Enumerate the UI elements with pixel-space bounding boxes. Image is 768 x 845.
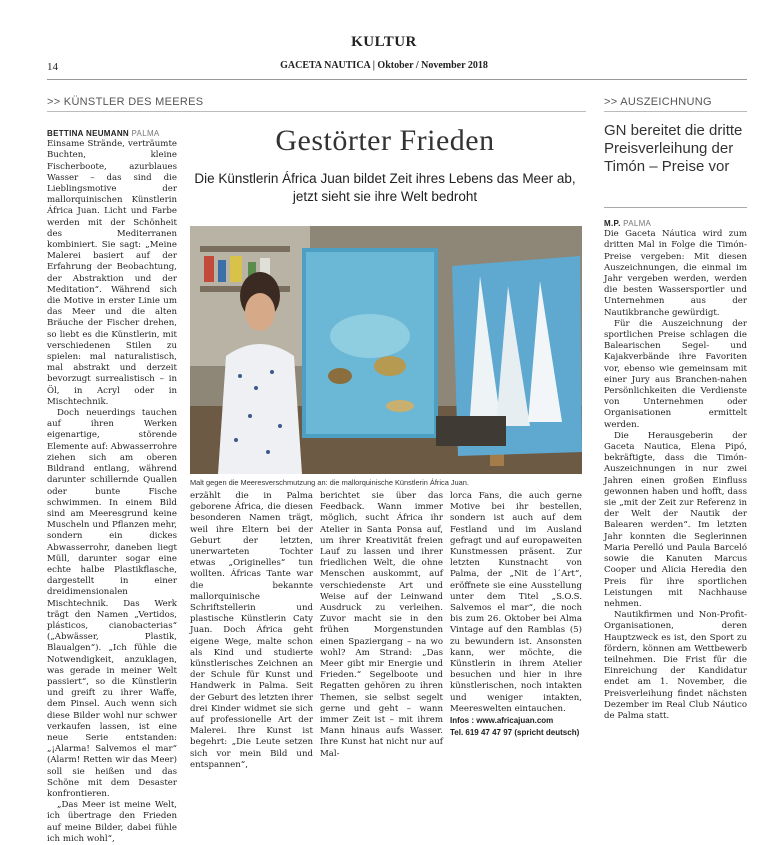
article-subheadline [190, 170, 580, 206]
page-number: 14 [47, 61, 58, 73]
right-kicker: >> AUSZEICHNUNG [604, 96, 712, 108]
sidebar-byline [604, 218, 747, 229]
left-kicker: >> KÜNSTLER DES MEERES [47, 96, 204, 108]
subheadline-line-2: jetzt sieht sie ihre Welt bedroht [292, 189, 478, 204]
byline-name: BETTINA NEUMANN [47, 129, 129, 138]
info-phone: Tel. 619 47 47 97 (spricht deutsch) [450, 728, 580, 738]
photo-caption: Malt gegen die Meeresverschmutzung an: die mallorquinische Künstlerin África Juan. [190, 478, 469, 487]
subheadline-line-1: Die Künstlerin África Juan bildet Zeit ihres Lebens das Meer ab, [194, 171, 576, 186]
artist-studio-illustration [190, 226, 582, 474]
sidebar-paragraph: Nautikfirmen und Non-Profit-Organisationen, deren Hauptzweck es ist, den Sport zu fördern, können am Wettbewerb teilnehmen. Die Frist für die Einreichung der Kandidatur endet am 1. November, die Preisverleihung findet nächsten Dezember im Real Club Náutico de Palma statt. [604, 610, 747, 721]
article-photo [190, 226, 582, 474]
sidebar-paragraph: Die Herausgeberin der Gaceta Nautica, Elena Pipó, bekräftigte, dass die Timón-Auszeichnungen in nur zwei Jahren einen großen Einfluss gewonnen haben und hofft, dass sie „mit der Zeit zur Referenz in der Welt der Nautik der Balearen werden“. Im letzten Jahr konnten die Seglerinnen Maria Perelló und Paula Barceló sowie die Kanuten Marcus Cooper und Alicia Heredia den Preis für ihre sportlichen Leistungen mit Nachhause nehmen. [604, 430, 747, 609]
sidebar-paragraph: Für die Auszeichnung der sportlichen Preise schlagen die Balearischen Segel- und Kajakverbände ihre Favoriten vor, ebenso wie gemeinsam mit einer Jury aus Branchen-nahen Persönlichkeiten die Verdienste von Unternehmen oder Organisationen ermittelt werden. [604, 318, 747, 430]
sidebar-rule [604, 207, 747, 208]
article-column-2 [190, 491, 313, 770]
article-column-3 [320, 491, 443, 759]
article-paragraph: lorca Fans, die auch gerne Motive bei ihr bestellen, sondern ist auch auf dem Festland und im Ausland gefragt und auf europaweiten Kunstmessen präsent. Zur letzten Kunstnacht von Palma, der „Nit de l´Art“, eröffnete sie eine Ausstellung unter dem Titel „S.O.S. Salvemos el mar“, die noch bis zum 26. Oktober bei Alma Vintage auf den Ramblas (5) zu bewundern ist. Ansonsten kann, wer möchte, die Künstlerin in ihrem Atelier besuchen und hier in ihre künstlerischen, noch intakten und weniger intakten, Meereswelten eintauchen. [450, 491, 582, 714]
article-headline: Gestörter Frieden [275, 124, 495, 157]
sidebar-headline: GN bereitet die dritte Preisverleihung der Timón – Preise vor [604, 122, 743, 175]
article-paragraph: Doch neuerdings tauchen auf ihren Werken eigenartige, störende Elemente auf: Abwasserrohre ziehen sich am oberen Bildrand entlang, während darunter schillernde Quallen oder bunte Fische schwimmen. In einem Bild sind am Meeresgrund keine Muscheln und Pflanzen mehr, sondern ein dickes Abwasserrohr, daneben liegt Müll, darunter sogar eine echte halbe Plastikflasche, dargestellt in einer dreidimensionalen Mischtechnik. Das Werk trägt den Namen „Vertidos, plásticos, cianobacterias“ („Abwässer, Plastik, Blaualgen“). „Ich fühle die Notwendigkeit, anzuklagen, was gerade in meiner Welt passiert“, so die Künstlerin und greift zu ihrer Waffe, dem Pinsel. Auch wenn sich diese Bilder wohl nur schwer verkaufen lassen, ist eine neue Serie entstanden: „¡Alarma! Salvemos el mar“ (Alarm! Retten wir das Meer) soll sie heißen und das Schöne mit dem Desaster konfrontieren. [47, 408, 177, 799]
article-column-1 [47, 128, 177, 844]
publication-line: GACETA NAUTICA | Oktober / November 2018 [280, 60, 488, 71]
article-byline [47, 128, 177, 139]
info-website: Infos : www.africajuan.com [450, 716, 554, 726]
section-title: KULTUR [351, 34, 417, 50]
article-paragraph: Einsame Strände, verträumte Buchten, kleine Fischerboote, azurblaues Wasser – das sind die Lieblingsmotive der mallorquinischen Künstlerin África Juan. Licht und Farbe werden mit der Schönheit des Mediterranen kombiniert. Sie sagt: „Meine Malerei basiert auf der Erfahrung der Beobachtung, der Abstraktion und der Meditation“. Während sich die Motive in erster Linie um das Meer und die alten Bräuche der Fischer drehen, so liebt es die Künstlerin, mit verschiedenen Stilen zu spielen: mal naturalistisch, mal abstrakt und derzeit bevorzugt surrealistisch – in Öl, in Acryl oder in Mischtechnik. [47, 139, 177, 407]
sidebar-byline-place: PALMA [623, 219, 652, 228]
article-column-4 [450, 491, 582, 738]
article-paragraph: erzählt die in Palma geborene África, die diesen besonderen Namen trägt, weil ihre Eltern bei der Geburt der letzten, unerwarteten Tochter etwas „Originelles“ tun wollten. Áfricas Tante war die bekannte mallorquinische Schriftstellerin und plastische Künstlerin Caty Juan. Doch África geht eigene Wege, malte schon als Kind und studierte künstlerisches Zeichnen an der Schule für Kunst und Handwerk in Palma. Seit der Geburt des letzten ihrer drei Kinder widmet sie sich auf professionelle Art der Malerei. Ihre Kunst ist begehrt: „Die Leute setzen sich vor mein Bild und entspannen“, [190, 491, 313, 770]
left-kicker-rule [47, 111, 586, 112]
sidebar-column [604, 218, 747, 721]
byline-place: PALMA [131, 129, 160, 138]
sidebar-paragraph: Die Gaceta Náutica wird zum dritten Mal in Folge die Timón-Preise vergeben: Mit diesen Auszeichnungen, die einmal im Jahr vergeben werden, werden die besten Wassersportler und Unternehmen aus der Nautikbranche gewürdigt. [604, 229, 747, 318]
right-kicker-rule [604, 111, 747, 112]
header-rule [47, 79, 747, 80]
sidebar-byline-name: M.P. [604, 219, 621, 228]
article-paragraph: berichtet sie über das Feedback. Wann immer möglich, sucht África ihr Atelier in Santa Ponsa auf, um ihrer Kreativität freien Lauf zu lassen und ihrer friedlichen Welt, die ohne Menschen auskommt, auf verschiedenste Art und Weise auf der Leinwand Ausdruck zu verleihen. Zuvor macht sie in den frühen Morgenstunden einen Spaziergang – na wo wohl? Am Strand: „Das Meer gibt mir Energie und Frieden.“ Segelboote und Regatten gehören zu ihren Themen, sie selbst segelt gerne und geht – wann immer Zeit ist – mit ihrem Mann hinaus aufs Wasser. Ihre Kunst hat nicht nur auf Mal- [320, 491, 443, 759]
article-paragraph: „Das Meer ist meine Welt, ich übertrage den Frieden auf meine Bilder, dabei fühle ich mich wohl“, [47, 800, 177, 844]
